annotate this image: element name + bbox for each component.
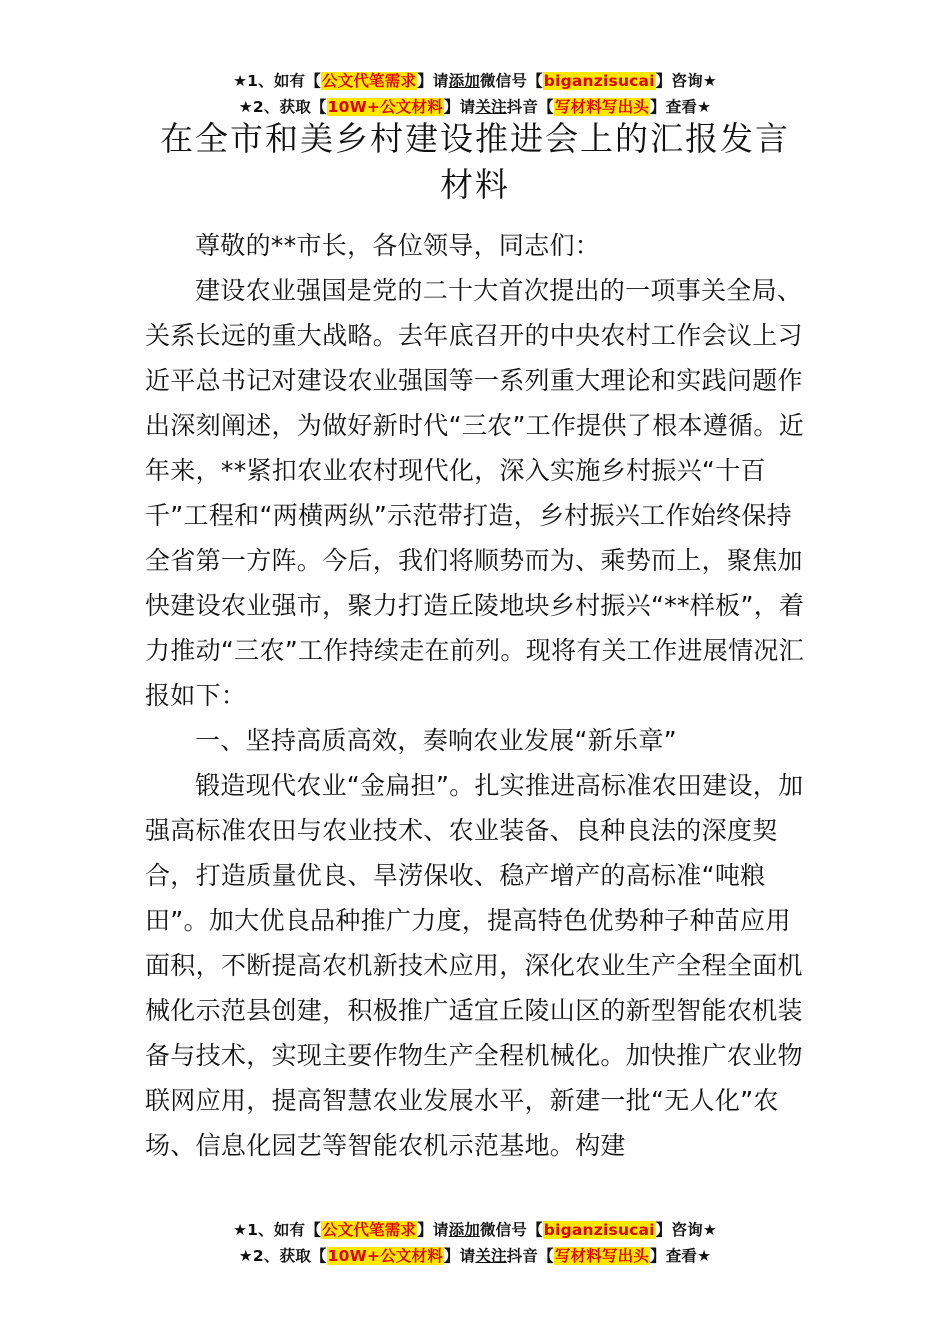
promo-text: ★2、获取【 xyxy=(238,98,327,116)
promo-banner-bottom xyxy=(0,1217,950,1269)
promo-text: 微信号【 xyxy=(479,1221,543,1239)
promo-underline: 添加 xyxy=(448,72,480,90)
promo-underline: 关注 xyxy=(475,98,507,116)
document-title: 在全市和美乡村建设推进会上的汇报发言材料 xyxy=(160,119,790,204)
promo-text: 】请 xyxy=(417,72,449,90)
promo-highlight-douyin: 写材料写出头 xyxy=(554,98,650,116)
section-heading: 一、坚持高质高效，奏响农业发展“新乐章” xyxy=(195,726,677,755)
promo-text: 】咨询★ xyxy=(655,1221,717,1239)
promo-line-2 xyxy=(0,1243,950,1269)
paragraph-section-1: 锻造现代农业“金扁担”。扎实推进高标准农田建设，加强高标准农田与农业技术、农业装备、良种良法的深度契合，打造质量优良、旱涝保收、稳产增产的高标准“吨粮田”。加大优良品种推广力度，提高特色优势种子种苗应用面积，不断提高农机新技术应用，深化农业生产全程全面机械化示范县创建，积极推广适宜丘陵山区的新型智能农机装备与技术，实现主要作物生产全程机械化。加快推广农业物联网应用，提高智慧农业发展水平，新建一批“无人化”农场、信息化园艺等智能农机示范基地。构建 xyxy=(145,771,804,1160)
promo-text: ★1、如有【 xyxy=(233,72,321,90)
promo-text: 】请 xyxy=(443,98,476,116)
promo-highlight-wechat: biganzisucai xyxy=(543,72,655,90)
salutation: 尊敬的**市长，各位领导，同志们： xyxy=(195,231,601,260)
promo-highlight: 10W+公文材料 xyxy=(327,98,443,116)
promo-highlight-wechat: biganzisucai xyxy=(543,1221,655,1239)
promo-line-1 xyxy=(0,1217,950,1243)
promo-text: 抖音【 xyxy=(506,98,554,116)
promo-text: ★2、获取【 xyxy=(238,1247,327,1265)
document-body xyxy=(145,223,809,1168)
promo-text: 】查看★ xyxy=(650,98,712,116)
promo-text: 】查看★ xyxy=(650,1247,712,1265)
promo-text: 抖音【 xyxy=(506,1247,554,1265)
promo-text: 微信号【 xyxy=(479,72,543,90)
promo-underline: 添加 xyxy=(448,1221,480,1239)
promo-line-1 xyxy=(0,68,950,94)
promo-banner-top xyxy=(0,68,950,120)
promo-underline: 关注 xyxy=(475,1247,507,1265)
promo-highlight-douyin: 写材料写出头 xyxy=(554,1247,650,1265)
promo-highlight: 10W+公文材料 xyxy=(327,1247,443,1265)
paragraph-intro: 建设农业强国是党的二十大首次提出的一项事关全局、关系长远的重大战略。去年底召开的中央农村工作会议上习近平总书记对建设农业强国等一系列重大理论和实践问题作出深刻阐述，为做好新时代“三农”工作提供了根本遵循。近年来，**紧扣农业农村现代化，深入实施乡村振兴“十百千”工程和“两横两纵”示范带打造，乡村振兴工作始终保持全省第一方阵。今后，我们将顺势而为、乘势而上，聚焦加快建设农业强市，聚力打造丘陵地块乡村振兴“**样板”，着力推动“三农”工作持续走在前列。现将有关工作进展情况汇报如下： xyxy=(145,276,805,710)
promo-text: ★1、如有【 xyxy=(233,1221,321,1239)
promo-text: 】请 xyxy=(417,1221,449,1239)
promo-highlight: 公文代笔需求 xyxy=(321,72,417,90)
promo-highlight: 公文代笔需求 xyxy=(321,1221,417,1239)
promo-text: 】咨询★ xyxy=(655,72,717,90)
promo-text: 】请 xyxy=(443,1247,476,1265)
